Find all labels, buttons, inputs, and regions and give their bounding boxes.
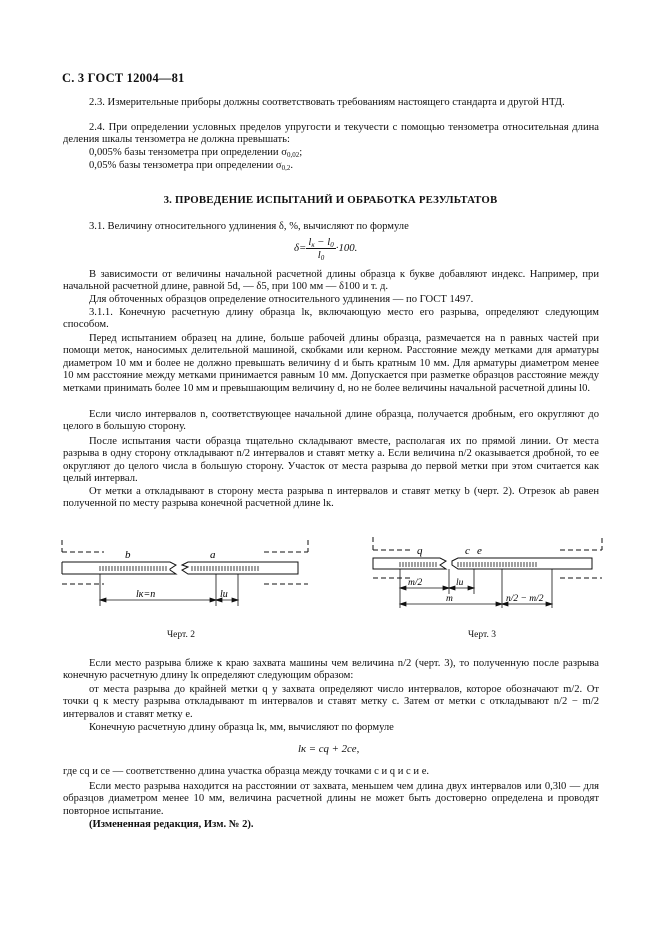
paragraph-from-mark-a: От метки a откладывают в сторону места разрыва n интервалов и ставят метку b (черт. 2). Отрезок ab равен полученной по месту разрыва конечной расчетной длине lк. [63,486,599,510]
fig2-label-a: a [210,549,216,561]
figure-3-diagram [370,534,606,616]
fig3-dim-m2: m/2 [408,578,423,588]
fig3-label-c: c [465,545,470,557]
paragraph-2-4: 2.4. При определении условных пределов упругости и текучести с помощью тензометра относительная длина деления шкалы тензометра не должна превышать: [63,122,599,146]
paragraph-final-length: Конечную расчетную длину образца lк, мм, вычисляют по формуле [89,722,394,733]
section-title: 3. ПРОВЕДЕНИЕ ИСПЫТАНИЙ И ОБРАБОТКА РЕЗУЛЬТАТОВ [163,194,498,206]
fig3-dim-m: m [446,594,453,604]
paragraph-3-1: 3.1. Величину относительного удлинения δ, %, вычисляют по формуле [89,221,409,232]
paragraph-2-4-item-b: 0,05% базы тензометра при определении $\sigma_{0,2}$. [89,160,294,172]
paragraph-2-4-item-a: 0,005% базы тензометра при определении $\sigma_{0,02}$; [89,147,303,159]
paragraph-fractional-n: Если число интервалов n, соответствующее начальной длине образца, получается дробным, его округляют до целого в большую сторону. [63,409,599,433]
paragraph-marking: Перед испытанием образец на длине, больше рабочей длины образца, размечается на n равных частей при помощи меток, наносимых делительной машиной, скобками или керном. Расстояние между метками для арматуры диаметром 10 мм и более не должно превышать величину d и быть кратным 10 мм. Для арматуры диаметром менее 10 мм расстояние между метками принимается равным 10 мм. Допускается при разметке образцов расстояние между метками принимать более 10 мм и превышающим величину d, но не более величины начальной расчетной длины l0. [63,333,599,394]
fig2-dim-small: lu [220,589,228,600]
fig2-dim-main: lк=n [136,589,156,600]
figure-2-caption: Черт. 2 [167,630,195,640]
elongation-formula: δ= $\frac{l_к - l_0}{l_0}$ ·100. [294,236,358,262]
figure-2-diagram [60,536,310,616]
fig3-dim-lu: lu [456,578,464,588]
fig3-label-q: q [417,545,423,557]
fig2-label-b: b [125,549,131,561]
paragraph-where: где cq и ce — соответственно длина участка образца между точками c и q и c и e. [63,766,430,777]
paragraph-after-test: После испытания части образца тщательно складывают вместе, располагая их по прямой линии. От места разрыва в одну сторону откладывают n/2 интервалов и ставят метку a. Если величина n/2 оказывается дробной, то ее округляют до целого числа в большую сторону. Участок от места разрыва до первой метки при этом считается как целый интервал. [63,436,599,485]
paragraph-turned: Для обточенных образцов определение относительного удлинения — по ГОСТ 1497. [89,294,474,305]
paragraph-from-break: от места разрыва до крайней метки q у захвата определяют число интервалов, которое обозначают m/2. От точки q к месту разрыва откладывают m интервалов и ставят метку c. Затем от метки c откладывают n/2 − m/2 интервалов и ставят метку e. [63,684,599,720]
paragraph-3-1-1: 3.1.1. Конечную расчетную длину образца lк, включающую место его разрыва, определяют следующим способом. [63,307,599,331]
fig3-dim-nm: n/2 − m/2 [506,594,544,604]
fig3-label-e: e [477,545,482,557]
final-length-formula: lк = cq + 2ce, [298,743,360,755]
figure-3-caption: Черт. 3 [468,630,496,640]
page-header: С. 3 ГОСТ 12004—81 [62,71,185,85]
paragraph-index: В зависимости от величины начальной расчетной длины образца к букве добавляют индекс. Например, при начальной расчетной длине, равной 5d, — δ5, при 100 мм — δ100 и т. д. [63,269,599,293]
paragraph-2-3: 2.3. Измерительные приборы должны соответствовать требованиям настоящего стандарта и другой НТД. [89,97,565,108]
paragraph-retest: Если место разрыва находится на расстоянии от захвата, меньшем чем длина двух интервалов или 0,3l0 — для образцов диаметром менее 10 мм, величина расчетной длины не может быть достоверно определена и проводят повторное испытание. [63,781,599,817]
amendment-note: (Измененная редакция, Изм. № 2). [89,819,254,830]
paragraph-closer-to-grip: Если место разрыва ближе к краю захвата машины чем величина n/2 (черт. 3), то полученную после разрыва конечную расчетную длину lк определяют следующим образом: [63,658,599,682]
